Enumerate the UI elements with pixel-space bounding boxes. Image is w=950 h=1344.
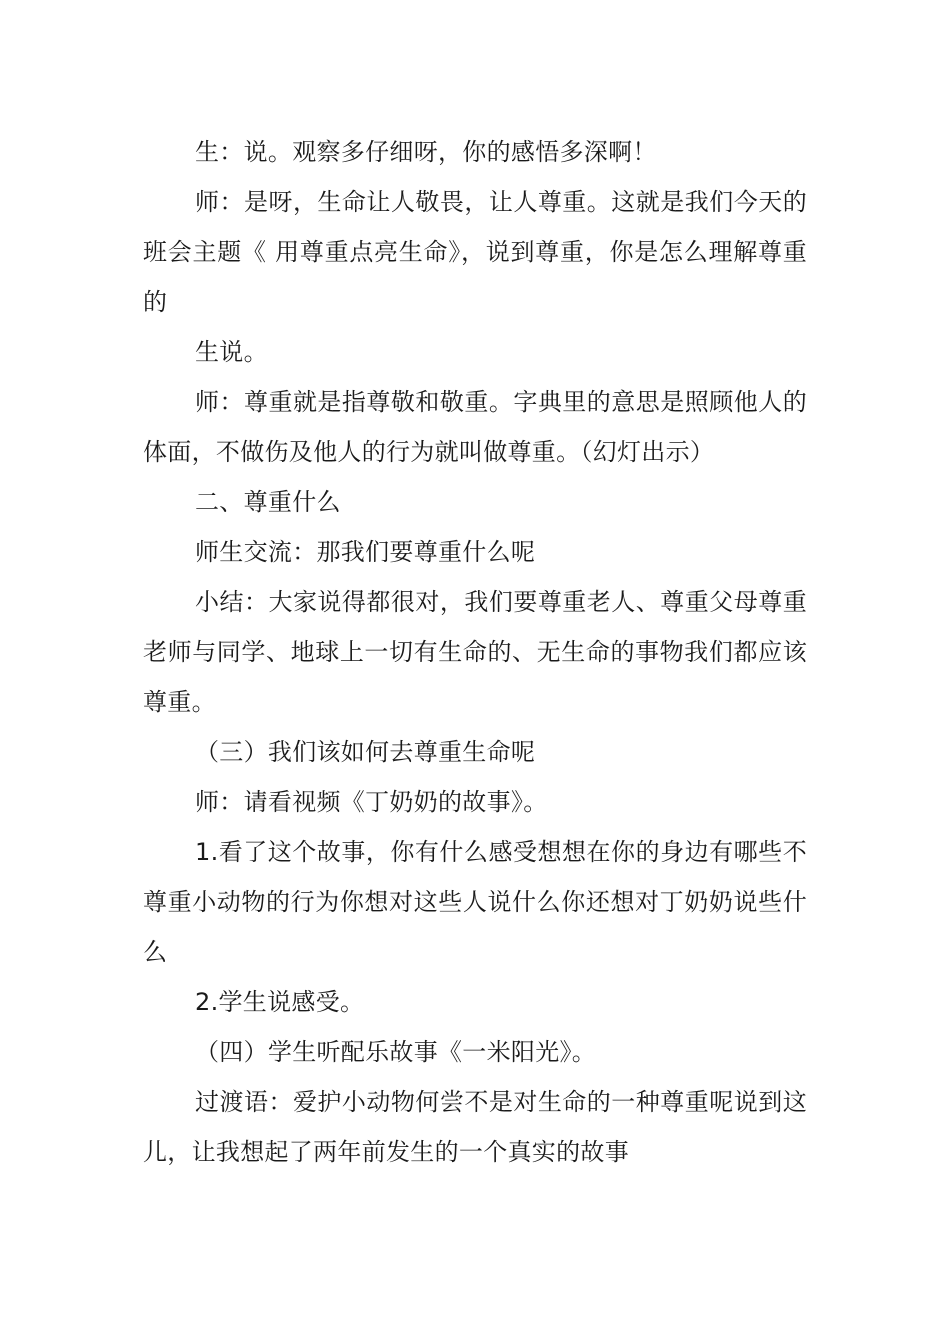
- section-heading-what-to-respect: 二、尊重什么: [195, 488, 341, 516]
- paragraph-video: 师：请看视频《丁奶奶的故事》。: [195, 788, 548, 816]
- paragraph-student-reply: 生：说。观察多仔细呀，你的感悟多深啊！: [195, 138, 657, 166]
- section-heading-story: （四）学生听配乐故事《一米阳光》。: [195, 1038, 597, 1066]
- document-body: [143, 127, 807, 1177]
- list-item-question-2: 2.学生说感受。: [195, 988, 365, 1016]
- section-heading-how-to-respect: （三）我们该如何去尊重生命呢: [195, 738, 536, 766]
- paragraph-student-says: 生说。: [195, 338, 268, 366]
- paragraph-teacher-theme: 师：是呀，生命让人敬畏，让人尊重。这就是我们今天的班会主题《 用尊重点亮生命》，说到尊重，你是怎么理解尊重的: [143, 188, 807, 316]
- list-item-question-1: 1.看了这个故事，你有什么感受想想在你的身边有哪些不尊重小动物的行为你想对这些人说什么你还想对丁奶奶说些什么: [143, 838, 807, 966]
- paragraph-discussion: 师生交流：那我们要尊重什么呢: [195, 538, 536, 566]
- paragraph-summary: 小结：大家说得都很对，我们要尊重老人、尊重父母尊重老师与同学、地球上一切有生命的、无生命的事物我们都应该尊重。: [143, 588, 807, 716]
- paragraph-transition: 过渡语：爱护小动物何尝不是对生命的一种尊重呢说到这儿，让我想起了两年前发生的一个真实的故事: [143, 1088, 807, 1166]
- paragraph-respect-definition: 师：尊重就是指尊敬和敬重。字典里的意思是照顾他人的体面，不做伤及他人的行为就叫做尊重。（幻灯出示）: [143, 388, 807, 466]
